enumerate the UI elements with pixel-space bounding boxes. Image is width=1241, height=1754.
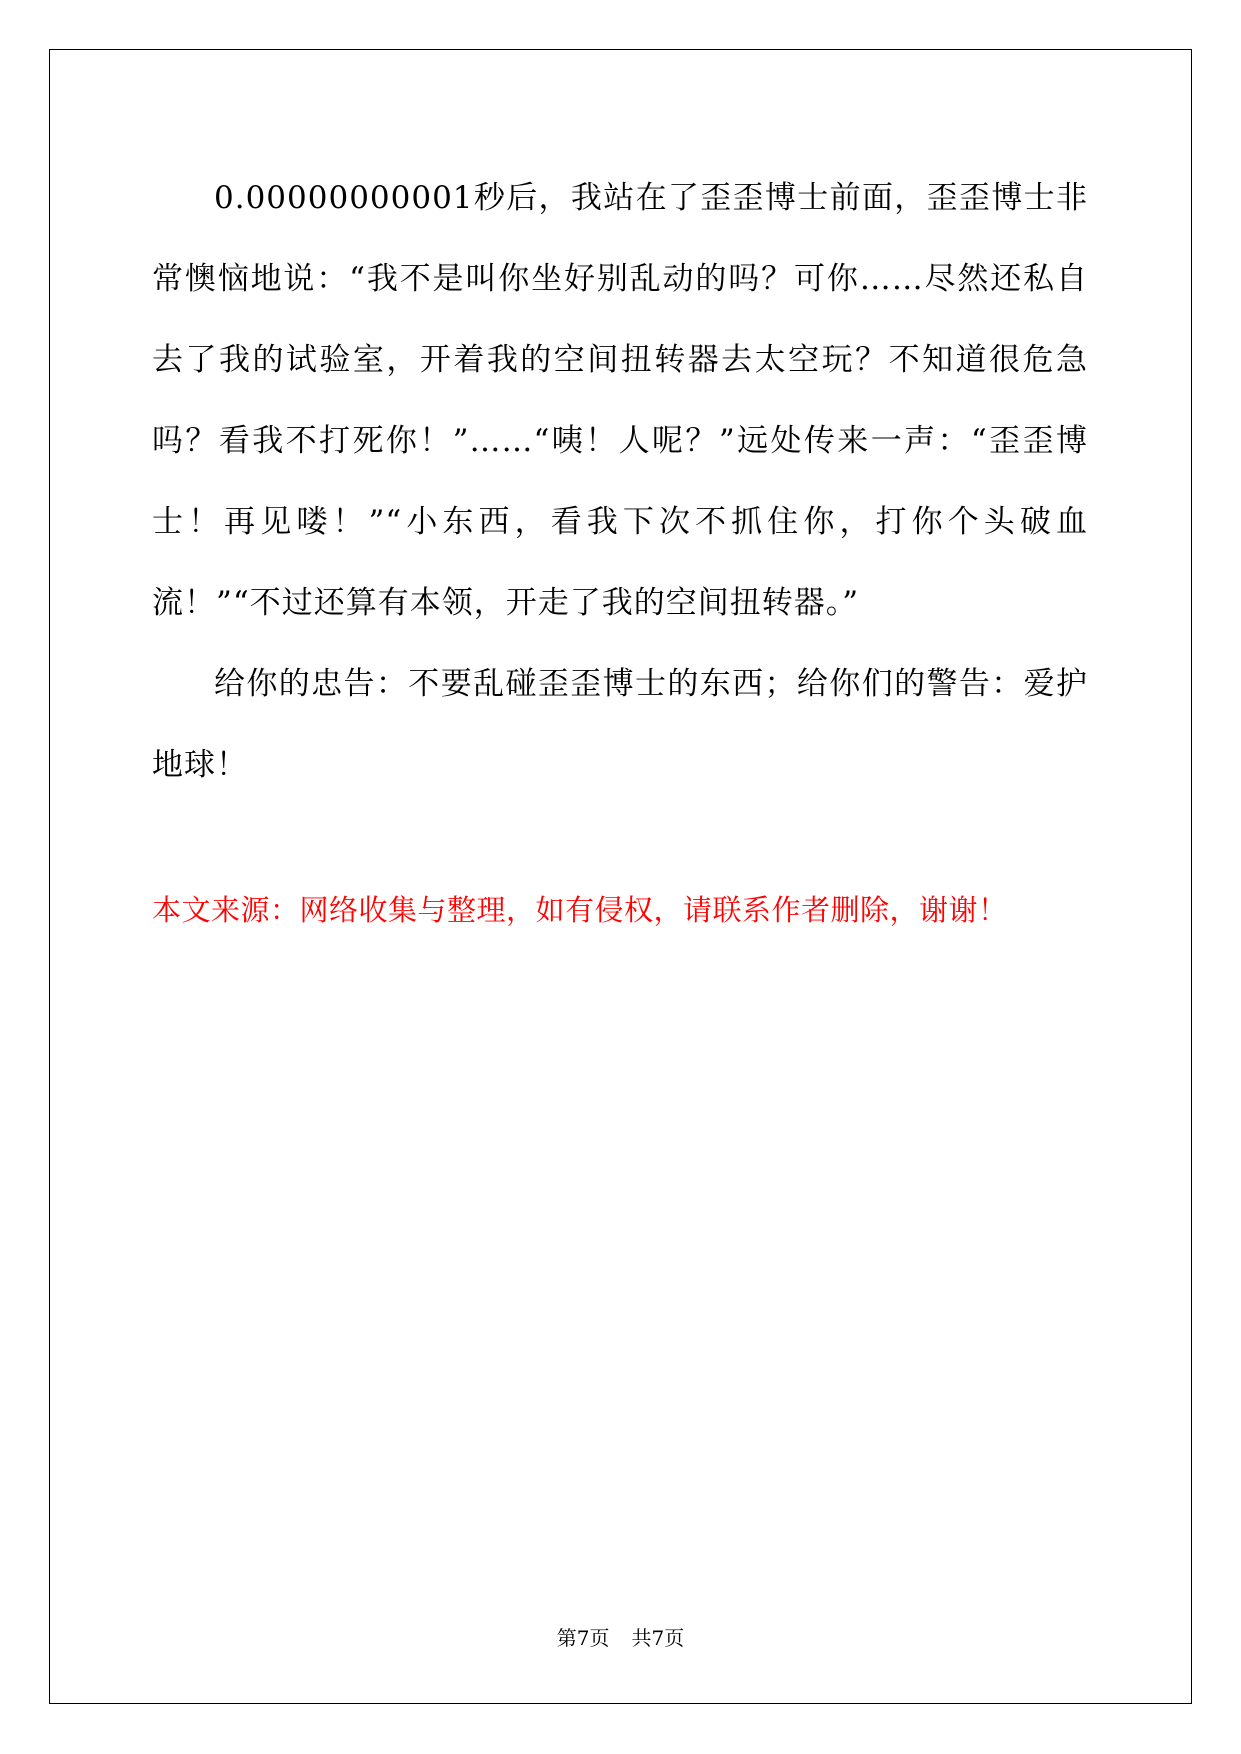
paragraph-1: 0.00000000001秒后，我站在了歪歪博士前面，歪歪博士非常懊恼地说：“我不是叫你坐好别乱动的吗？可你……尽然还私自去了我的试验室，开着我的空间扭转器去太空玩？不知道很危急吗？看我不打死你！”……“咦！人呢？”远处传来一声：“歪歪博士！再见喽！”“小东西，看我下次不抓住你，打你个头破血流！”“不过还算有本领，开走了我的空间扭转器。” bbox=[152, 180, 1088, 621]
page-number-total: 共7页 bbox=[631, 1626, 685, 1650]
page-footer bbox=[0, 1622, 1241, 1651]
paragraph-2: 给你的忠告：不要乱碰歪歪博士的东西；给你们的警告：爱护地球！ bbox=[152, 666, 1088, 783]
source-note: 本文来源：网络收集与整理，如有侵权，请联系作者删除，谢谢！ bbox=[152, 893, 1008, 927]
page-number-current: 第7页 bbox=[556, 1626, 610, 1650]
document-body bbox=[152, 158, 1088, 806]
